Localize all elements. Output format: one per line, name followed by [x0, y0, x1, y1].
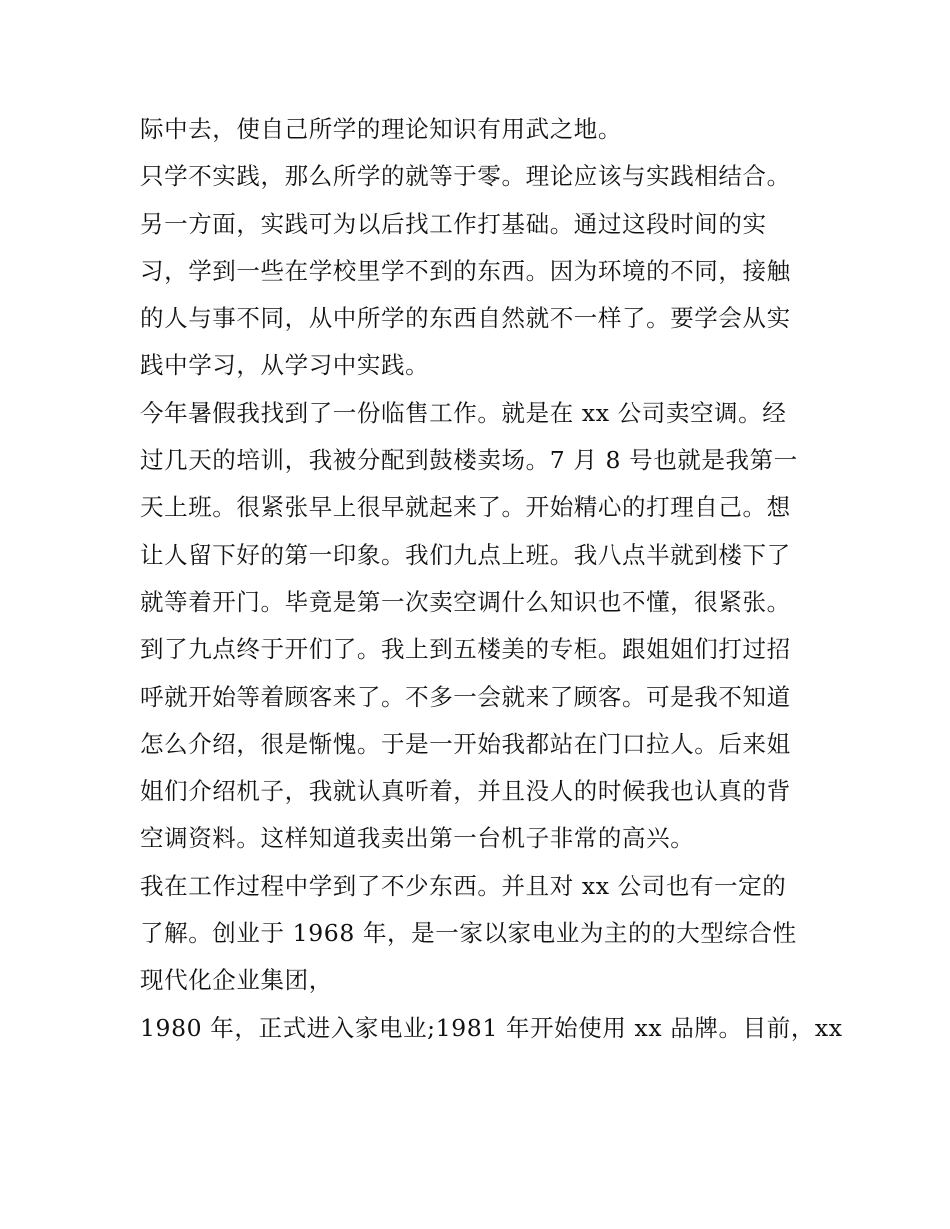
- text-line-20: 1980 年，正式进入家电业;1981 年开始使用 xx 品牌。目前，xx: [140, 1013, 843, 1042]
- text-line-12: 到了九点终于开们了。我上到五楼美的专柜。跟姐姐们打过招: [140, 635, 791, 664]
- text-line-11: 就等着开门。毕竟是第一次卖空调什么知识也不懂，很紧张。: [140, 587, 791, 616]
- text-line-5: 的人与事不同，从中所学的东西自然就不一样了。要学会从实: [140, 304, 791, 333]
- text-line-19: 现代化企业集团，: [140, 966, 333, 995]
- text-line-2: 只学不实践，那么所学的就等于零。理论应该与实践相结合。: [140, 162, 791, 191]
- text-line-6: 践中学习，从学习中实践。: [140, 351, 430, 380]
- text-line-8: 过几天的培训，我被分配到鼓楼卖场。7 月 8 号也就是我第一: [140, 446, 798, 475]
- text-line-3: 另一方面，实践可为以后找工作打基础。通过这段时间的实: [140, 209, 767, 238]
- document-body: [140, 106, 843, 1052]
- text-line-17: 我在工作过程中学到了不少东西。并且对 xx 公司也有一定的: [140, 871, 787, 900]
- text-line-10: 让人留下好的第一印象。我们九点上班。我八点半就到楼下了: [140, 540, 791, 569]
- text-line-13: 呼就开始等着顾客来了。不多一会就来了顾客。可是我不知道: [140, 682, 791, 711]
- text-line-15: 姐们介绍机子，我就认真听着，并且没人的时候我也认真的背: [140, 777, 791, 806]
- text-line-1: 际中去，使自己所学的理论知识有用武之地。: [140, 115, 622, 143]
- text-line-14: 怎么介绍，很是惭愧。于是一开始我都站在门口拉人。后来姐: [140, 729, 791, 758]
- text-line-7: 今年暑假我找到了一份临售工作。就是在 xx 公司卖空调。经: [140, 398, 787, 427]
- text-line-18: 了解。创业于 1968 年，是一家以家电业为主的的大型综合性: [140, 919, 797, 948]
- text-line-4: 习，学到一些在学校里学不到的东西。因为环境的不同，接触: [140, 256, 791, 285]
- text-line-16: 空调资料。这样知道我卖出第一台机子非常的高兴。: [140, 824, 695, 853]
- text-line-9: 天上班。很紧张早上很早就起来了。开始精心的打理自己。想: [140, 493, 791, 522]
